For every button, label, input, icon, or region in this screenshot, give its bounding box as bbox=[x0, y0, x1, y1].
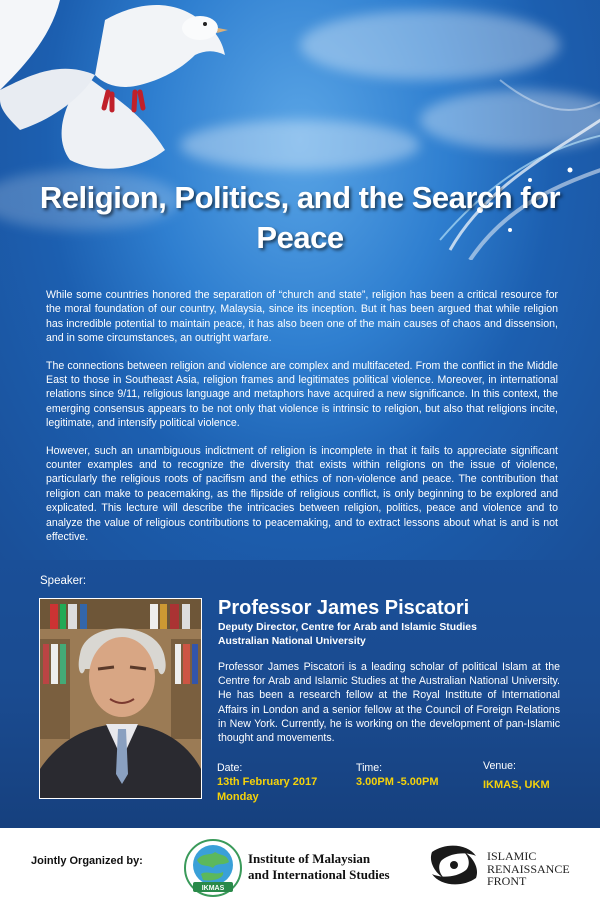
venue-label: Venue: bbox=[483, 760, 516, 772]
description-paragraph-1: While some countries honored the separation of “church and state”, religion has been a critical resource for the moral foundation of our country, Malaysia, since its inception. But it has been argued that while religion has incredible potential to maintain peace, it has also been one of the main causes of chaos and dissension, and in some circumstances, an outright warfare. bbox=[46, 289, 558, 345]
speaker-role-line-1: Deputy Director, Centre for Arab and Islamic Studies bbox=[218, 622, 477, 633]
ikmas-line-2: and International Studies bbox=[248, 866, 390, 882]
irf-line-3: FRONT bbox=[487, 874, 527, 888]
ikmas-badge-text: IKMAS bbox=[201, 885, 225, 892]
speaker-label: Speaker: bbox=[40, 575, 87, 587]
event-description bbox=[46, 288, 558, 558]
dove-icon bbox=[0, 0, 230, 175]
venue-value: IKMAS, UKM bbox=[483, 779, 550, 791]
ikmas-logo-icon bbox=[183, 838, 243, 898]
speaker-name: Professor James Piscatori bbox=[218, 597, 470, 619]
event-title: Religion, Politics, and the Search for Peace bbox=[39, 180, 561, 255]
ikmas-name bbox=[248, 851, 390, 882]
description-paragraph-2: The connections between religion and violence are complex and multifaceted. From the conflict in the Middle East to those in Southeast Asia, religion frames and legitimates political violence. Moreover, in international relations since 9/11, religious language and metaphors have acquired a new significance. In this context, the emerging consensus appears to be not only that violence is intrinsic to religion, but also that religions incite, legitimate, and intensify political violence. bbox=[46, 359, 558, 430]
time-label: Time: bbox=[356, 762, 383, 774]
speaker-role bbox=[218, 621, 477, 648]
speaker-photo bbox=[39, 598, 202, 799]
date-text: 13th February 2017 bbox=[217, 776, 318, 788]
description-paragraph-3: However, such an unambiguous indictment of religion is incomplete in that it fails to appreciate significant counter examples and to recognize the diversity that exists within religions on the issue of violence, particularly the religious roots of pacifism and the ethics of non-violence and peace. The contribution that religion can make to peacemaking, as the flipside of religious conflict, is only beginning to be explored and explicated. This lecture will describe the intricacies between religion, politics, peace and violence and to analyze the value of religious contributions to peacemaking, and to extract lessons about what is and is not effective. bbox=[46, 444, 558, 544]
date-value bbox=[217, 775, 317, 805]
irf-name bbox=[487, 850, 570, 888]
jointly-organized-label: Jointly Organized by: bbox=[31, 855, 143, 867]
date-label: Date: bbox=[217, 762, 243, 774]
speaker-portrait-icon bbox=[40, 599, 201, 798]
irf-logo-icon bbox=[428, 842, 480, 888]
time-value: 3.00PM -5.00PM bbox=[356, 776, 439, 788]
day-text: Monday bbox=[217, 791, 259, 803]
irf-line-2: RENAISSANCE bbox=[487, 861, 570, 876]
irf-line-1: ISLAMIC bbox=[487, 849, 537, 863]
speaker-bio: Professor James Piscatori is a leading scholar of political Islam at the Centre for Arab and Islamic Studies at the Australian National University. He has been a research fellow at the Royal Institute of International Affairs in London and a senior fellow at the Council of Foreign Relations in New York. Currently, he is working on the development of pan-Islamic thought and movements. bbox=[218, 661, 560, 745]
speaker-role-line-2: Australian National University bbox=[218, 635, 366, 647]
ikmas-line-1: Institute of Malaysian bbox=[248, 851, 371, 866]
